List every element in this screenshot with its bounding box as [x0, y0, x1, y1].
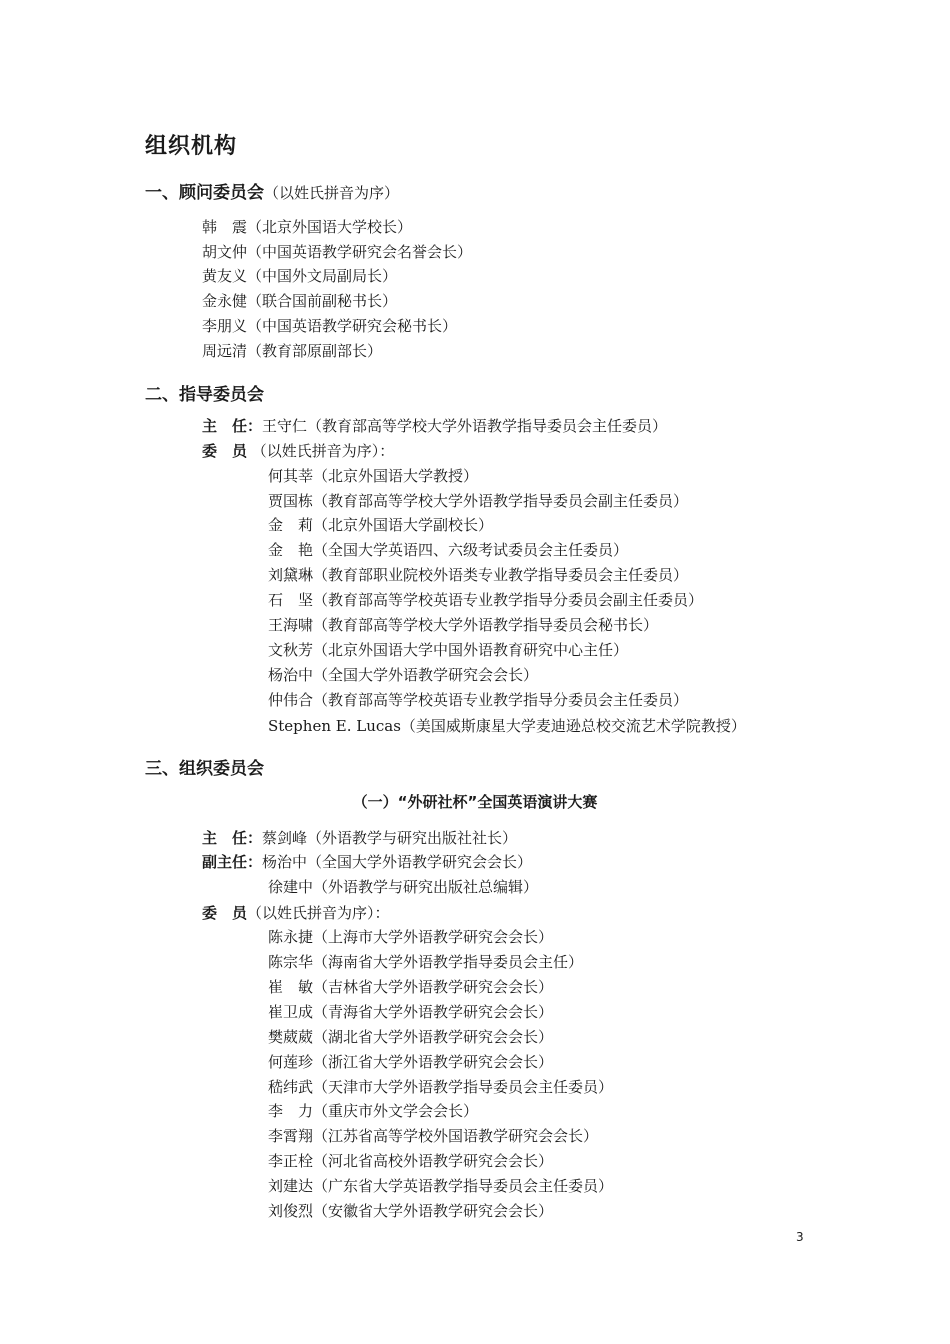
advisory-member: 韩 震（北京外国语大学校长） — [202, 218, 413, 236]
guidance-member: 文秋芳（北京外国语大学中国外语教育研究中心主任） — [268, 641, 629, 659]
organizing-subheading: （一）“外研社杯”全国英语演讲大赛 — [352, 793, 598, 811]
guidance-members-label: 委 员 — [202, 442, 248, 460]
organizing-member: 刘俊烈（安徽省大学外语教学研究会会长） — [268, 1202, 554, 1220]
advisory-heading-text: 一、顾问委员会 — [145, 183, 264, 203]
organizing-heading: 三、组织委员会 — [145, 759, 264, 779]
organizing-member: 崔卫成（青海省大学外语教学研究会会长） — [268, 1003, 554, 1021]
guidance-member: 贾国栋（教育部高等学校大学外语教学指导委员会副主任委员） — [268, 492, 689, 510]
advisory-member: 李朋义（中国英语教学研究会秘书长） — [202, 317, 458, 335]
advisory-heading — [145, 178, 399, 203]
organizing-vice-director: 杨治中（全国大学外语教学研究会会长） — [262, 853, 533, 871]
organizing-director: 蔡剑峰（外语教学与研究出版社社长） — [262, 829, 518, 847]
advisory-member: 周远清（教育部原副部长） — [202, 342, 383, 360]
organizing-director-label: 主 任 — [202, 829, 248, 847]
guidance-member: Stephen E. Lucas（美国威斯康星大学麦迪逊总校交流艺术学院教授） — [268, 717, 746, 735]
organizing-vice-label: 副主任 — [202, 853, 248, 871]
organizing-members-note: （以姓氏拼音为序）： — [247, 904, 390, 922]
advisory-member: 金永健（联合国前副秘书长） — [202, 292, 398, 310]
page-number: 3 — [796, 1230, 804, 1244]
organizing-director-colon: ： — [247, 829, 263, 847]
guidance-member: 金 莉（北京外国语大学副校长） — [268, 516, 494, 534]
guidance-members-note: （以姓氏拼音为序）： — [251, 442, 395, 460]
organizing-member: 李正栓（河北省高校外语教学研究会会长） — [268, 1152, 554, 1170]
organizing-director-line — [202, 828, 517, 848]
organizing-member: 何莲珍（浙江省大学外语教学研究会会长） — [268, 1053, 554, 1071]
page-title: 组织机构 — [145, 134, 238, 159]
organizing-member: 陈永捷（上海市大学外语教学研究会会长） — [268, 928, 554, 946]
guidance-member: 石 坚（教育部高等学校英语专业教学指导分委员会副主任委员） — [268, 591, 704, 609]
organizing-vice-director: 徐建中（外语教学与研究出版社总编辑） — [268, 878, 539, 896]
guidance-members-line — [202, 441, 394, 461]
organizing-member: 李 力（重庆市外文学会会长） — [268, 1102, 479, 1120]
organizing-member: 崔 敏（吉林省大学外语教学研究会会长） — [268, 978, 554, 996]
organizing-member: 刘建达（广东省大学英语教学指导委员会主任委员） — [268, 1177, 614, 1195]
organizing-vice-colon: ： — [247, 853, 263, 871]
organizing-member: 李霄翔（江苏省高等学校外国语教学研究会会长） — [268, 1127, 599, 1145]
guidance-member: 刘黛琳（教育部职业院校外语类专业教学指导委员会主任委员） — [268, 566, 689, 584]
guidance-member: 杨治中（全国大学外语教学研究会会长） — [268, 666, 539, 684]
guidance-director-colon: ： — [247, 417, 263, 435]
guidance-member: 何其莘（北京外国语大学教授） — [268, 467, 479, 485]
organizing-vice-line — [202, 852, 532, 872]
guidance-director-line — [202, 416, 667, 436]
guidance-heading: 二、指导委员会 — [145, 385, 264, 405]
organizing-member: 樊葳葳（湖北省大学外语教学研究会会长） — [268, 1028, 554, 1046]
organizing-members-line — [202, 903, 390, 923]
advisory-member: 胡文仲（中国英语教学研究会名誉会长） — [202, 243, 473, 261]
guidance-member: 仲伟合（教育部高等学校英语专业教学指导分委员会主任委员） — [268, 691, 689, 709]
advisory-member: 黄友义（中国外文局副局长） — [202, 267, 398, 285]
guidance-director: 王守仁（教育部高等学校大学外语教学指导委员会主任委员） — [262, 417, 668, 435]
guidance-member: 王海啸（教育部高等学校大学外语教学指导委员会秘书长） — [268, 616, 659, 634]
organizing-members-label: 委 员 — [202, 904, 248, 922]
advisory-note: （以姓氏拼音为序） — [264, 184, 400, 202]
guidance-director-label: 主 任 — [202, 417, 248, 435]
guidance-member: 金 艳（全国大学英语四、六级考试委员会主任委员） — [268, 541, 629, 559]
organizing-member: 嵇纬武（天津市大学外语教学指导委员会主任委员） — [268, 1078, 614, 1096]
organizing-member: 陈宗华（海南省大学外语教学指导委员会主任） — [268, 953, 584, 971]
